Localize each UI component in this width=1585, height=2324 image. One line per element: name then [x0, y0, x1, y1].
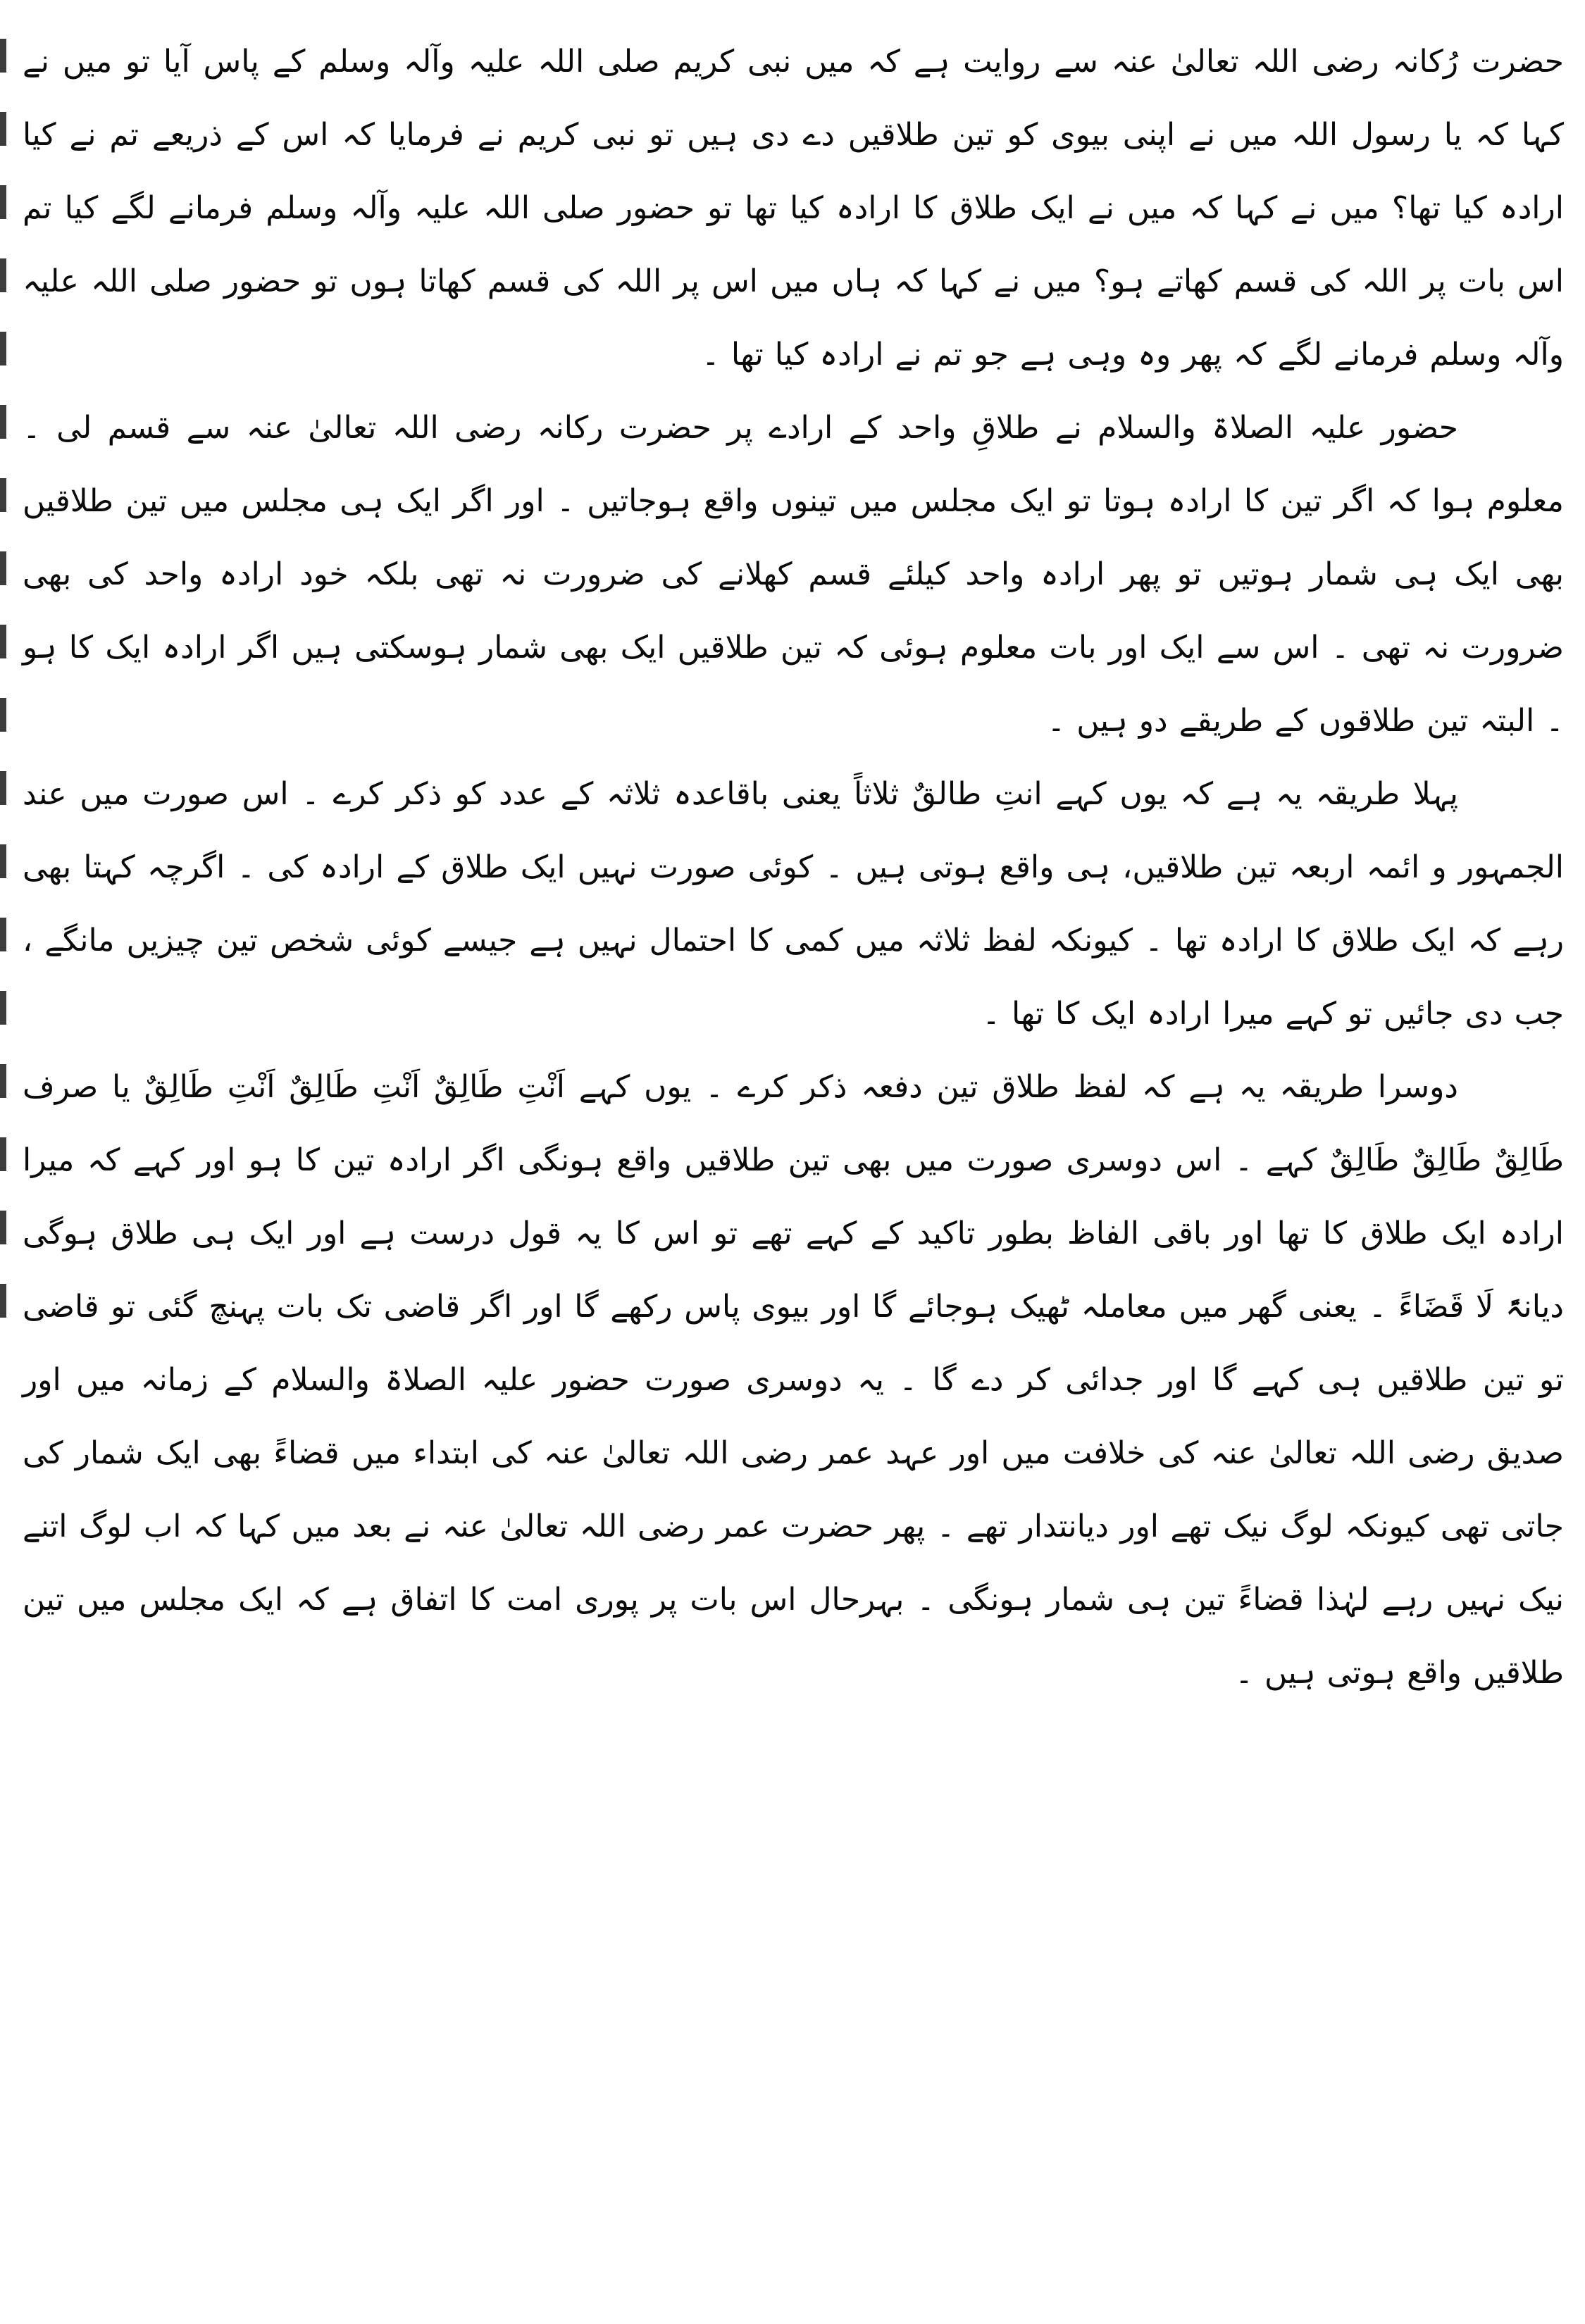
scan-edge-artifact [0, 39, 6, 1349]
paragraph-first-method: پہلا طریقہ یہ ہے کہ یوں کہے انتِ طالقٌ ثلاثاً یعنی باقاعدہ ثلاثہ کے عدد کو ذکر کرے ۔ اس صورت میں عند الجمہور و ائمہ اربعہ تین طلاقیں، ہی واقع ہوتی ہیں ۔ کوئی صورت نہیں ایک طلاق کے ارادہ کی ۔ اگرچہ کہتا بھی رہے کہ ایک طلاق کا ارادہ تھا ۔ کیونکہ لفظ ثلاثہ میں کمی کا احتمال نہیں ہے جیسے کوئی شخص تین چیزیں مانگے ، جب دی جائیں تو کہے میرا ارادہ ایک کا تھا ۔ [23, 776, 1565, 1032]
paragraph-explanation-oath: حضور علیہ الصلاۃ والسلام نے طلاقِ واحد کے ارادے پر حضرت رکانہ رضی اللہ تعالیٰ عنہ سے قسم لی ۔ معلوم ہوا کہ اگر تین کا ارادہ ہوتا تو ایک مجلس میں تینوں واقع ہوجاتیں ۔ اور اگر ایک ہی مجلس میں تین طلاقیں بھی ایک ہی شمار ہوتیں تو پھر ارادہ واحد کیلئے قسم کھلانے کی ضرورت نہ تھی بلکہ خود ارادہ واحد کی بھی ضرورت نہ تھی ۔ اس سے ایک اور بات معلوم ہوئی کہ تین طلاقیں ایک بھی شمار ہوسکتی ہیں اگر ارادہ ایک کا ہو ۔ البتہ تین طلاقوں کے طریقے دو ہیں ۔ [23, 410, 1564, 739]
paragraph-hadith-narration: حضرت رُکانہ رضی اللہ تعالیٰ عنہ سے روایت ہے کہ میں نبی کریم صلی اللہ علیہ وآلہ وسلم کے پاس آیا تو میں نے کہا کہ یا رسول اللہ میں نے اپنی بیوی کو تین طلاقیں دے دی ہیں تو نبی کریم نے فرمایا کہ اس کے ذریعے تم نے کیا ارادہ کیا تھا؟ میں نے کہا کہ میں نے ایک طلاق کا ارادہ کیا تھا تو حضور صلی اللہ علیہ وآلہ وسلم فرمانے لگے کیا تم اس بات پر اللہ کی قسم کھاتے ہو؟ میں نے کہا کہ ہاں میں اس پر اللہ کی قسم کھاتا ہوں تو حضور صلی اللہ علیہ وآلہ وسلم فرمانے لگے کہ پھر وہ وہی ہے جو تم نے ارادہ کیا تھا ۔ [23, 44, 1564, 373]
text-block [23, 25, 1564, 1710]
paragraph-second-method: دوسرا طریقہ یہ ہے کہ لفظ طلاق تین دفعہ ذکر کرے ۔ یوں کہے اَنْتِ طَالِقٌ اَنْتِ طَالِقٌ اَنْتِ طَالِقٌ یا صرف طَالِقٌ طَالِقٌ طَالِقٌ کہے ۔ اس دوسری صورت میں بھی تین طلاقیں واقع ہونگی اگر ارادہ تین کا ہو اور کہے کہ میرا ارادہ ایک طلاق کا تھا اور باقی الفاظ بطور تاکید کے کہے تھے تو اس کا یہ قول درست ہے اور ایک ہی طلاق ہوگی دیانۃً لَا قَضَاءً ۔ یعنی گھر میں معاملہ ٹھیک ہوجائے گا اور بیوی پاس رکھے گا اور اگر قاضی تک بات پہنچ گئی تو قاضی تو تین طلاقیں ہی کہے گا اور جدائی کر دے گا ۔ یہ دوسری صورت حضور علیہ الصلاۃ والسلام کے زمانہ میں اور صدیق رضی اللہ تعالیٰ عنہ کی خلافت میں اور عہد عمر رضی اللہ تعالیٰ عنہ کی ابتداء میں قضاءً بھی ایک شمار کی جاتی تھی کیونکہ لوگ نیک تھے اور دیانتدار تھے ۔ پھر حضرت عمر رضی اللہ تعالیٰ عنہ نے بعد میں کہا کہ اب لوگ اتنے نیک نہیں رہے لہٰذا قضاءً تین ہی شمار ہونگی ۔ بہرحال اس بات پر پوری امت کا اتفاق ہے کہ ایک مجلس میں تین طلاقیں واقع ہوتی ہیں ۔ [23, 1069, 1564, 1691]
